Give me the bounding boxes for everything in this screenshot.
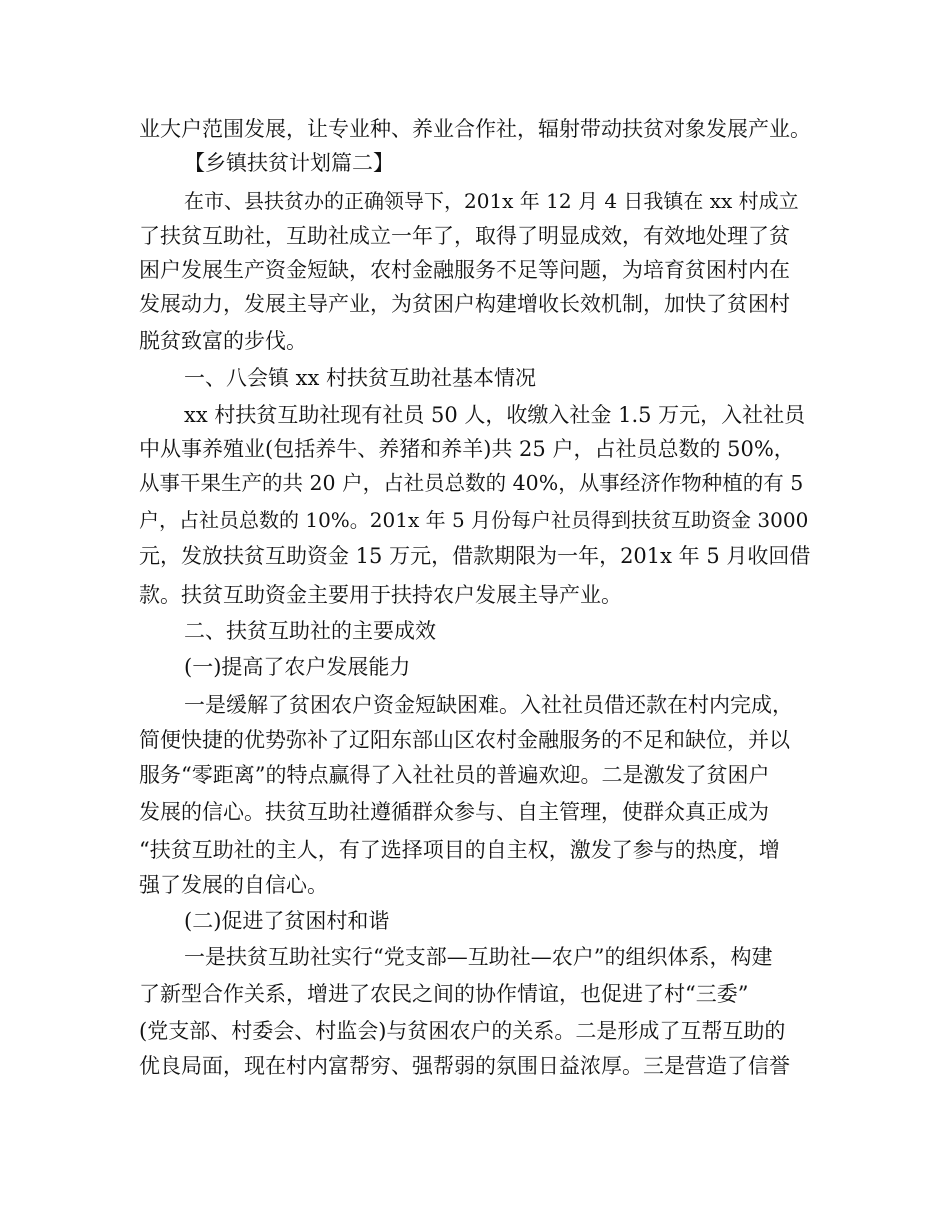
body-text-line: 从事干果生产的共 20 户，占社员总数的 40%，从事经济作物种植的有 5 <box>139 471 804 495</box>
paragraph-first-line: 在市、县扶贫办的正确领导下，201x 年 12 月 4 日我镇在 xx 村成立 <box>184 189 799 213</box>
body-text-line: 强了发展的自信心。 <box>139 873 328 897</box>
subsection-heading: (一)提高了农户发展能力 <box>184 655 411 679</box>
body-text-line: 优良局面，现在村内富帮穷、强帮弱的氛围日益浓厚。三是营造了信誉 <box>139 1054 790 1078</box>
body-text-line: 了扶贫互助社，互助社成立一年了，取得了明显成效，有效地处理了贫 <box>139 224 790 248</box>
body-text-line: 元，发放扶贫互助资金 15 万元，借款期限为一年，201x 年 5 月收回借 <box>139 544 811 568</box>
body-text-line: 业大户范围发展，让专业种、养业合作社，辐射带动扶贫对象发展产业。 <box>139 117 811 141</box>
subsection-heading: 一、八会镇 xx 村扶贫互助社基本情况 <box>184 366 537 390</box>
body-text-line: 服务“零距离”的特点赢得了入社社员的普遍欢迎。二是激发了贫困户 <box>139 763 770 787</box>
body-text-line: “扶贫互助社的主人，有了选择项目的自主权，激发了参与的热度，增 <box>139 838 780 862</box>
body-text-line: 简便快捷的优势弥补了辽阳东部山区农村金融服务的不足和缺位，并以 <box>139 728 790 752</box>
body-text-line: 脱贫致富的步伐。 <box>139 329 307 353</box>
body-text-line: 了新型合作关系，增进了农民之间的协作情谊，也促进了村“三委” <box>139 982 749 1006</box>
body-text-line: 发展动力，发展主导产业，为贫困户构建增收长效机制，加快了贫困村 <box>139 292 790 316</box>
paragraph-first-line: xx 村扶贫互助社现有社员 50 人，收缴入社金 1.5 万元，入社社员 <box>184 403 806 427</box>
subsection-heading: (二)促进了贫困村和谐 <box>184 909 390 933</box>
body-text-line: 款。扶贫互助资金主要用于扶持农户发展主导产业。 <box>139 583 622 607</box>
body-text-line: 发展的信心。扶贫互助社遵循群众参与、自主管理，使群众真正成为 <box>139 800 769 824</box>
section-heading: 【乡镇扶贫计划篇二】 <box>184 151 394 175</box>
paragraph-first-line: 一是扶贫互助社实行“党支部—互助社—农户”的组织体系，构建 <box>184 945 773 969</box>
body-text-line: (党支部、村委会、村监会)与贫困农户的关系。二是形成了互帮互助的 <box>139 1019 786 1043</box>
paragraph-first-line: 一是缓解了贫困农户资金短缺困难。入社社员借还款在村内完成， <box>184 693 793 717</box>
body-text-line: 困户发展生产资金短缺，农村金融服务不足等问题，为培育贫困村内在 <box>139 258 790 282</box>
subsection-heading: 二、扶贫互助社的主要成效 <box>184 619 436 643</box>
body-text-line: 户，占社员总数的 10%。201x 年 5 月份每户社员得到扶贫互助资金 3000 <box>139 508 809 532</box>
body-text-line: 中从事养殖业(包括养牛、养猪和养羊)共 25 户，占社员总数的 50%， <box>139 437 795 461</box>
